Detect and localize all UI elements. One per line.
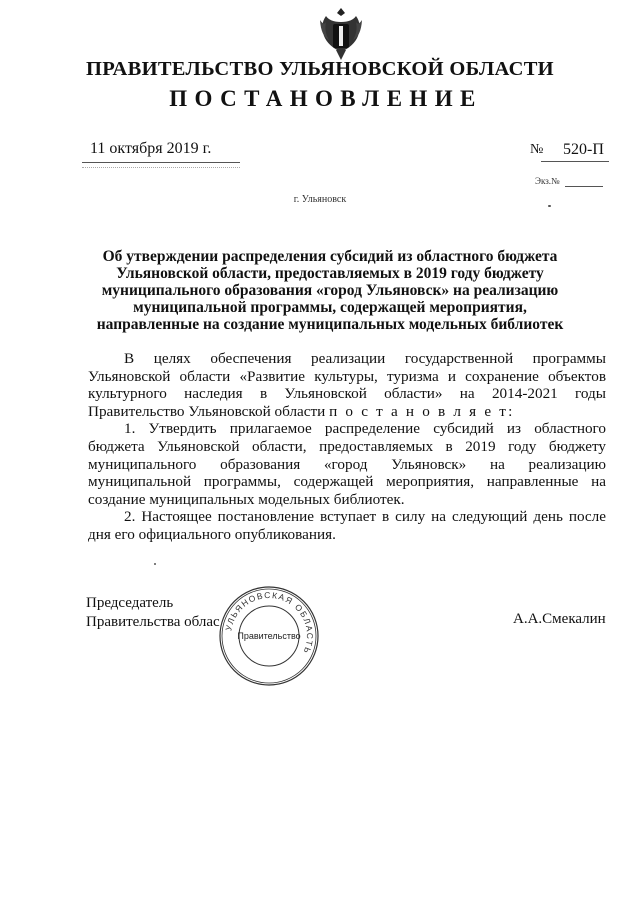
paragraph-item-1: 1. Утвердить прилагаемое распределение субсидий из областного бюджета Ульяновской области, предоставляемых в 2019 году бюджету муниципального образования «город Ульяновск» на реализацию муниципальной программы, содержащей мероприятия, направленные на создание муниципальных модельных библиотек. [88,420,606,508]
preamble-text: В целях обеспечения реализации государственной программы Ульяновской области «Развитие культуры, туризма и сохранение объектов культурного наследия в Ульяновской области» на 2014-2021 годы Правительство Ульяновской области [88,350,606,420]
official-stamp [218,585,320,687]
signatory-position [86,594,220,632]
signatory-name: А.А.Смекалин [513,611,606,627]
copy-number-underline [565,186,603,187]
coat-of-arms-icon [318,6,364,64]
resolution-keyword: п о с т а н о в л я е т: [329,402,515,420]
paragraph-item-2: 2. Настоящее постановление вступает в силу на следующий день после дня его официального опубликования. [88,508,606,543]
city: г. Ульяновск [293,194,347,205]
document-body [88,350,606,544]
copy-number-label: Экз.№ [535,176,560,186]
document-type: ПОСТАНОВЛЕНИЕ [169,86,483,111]
number-underline [541,161,609,162]
stamp-center-text: Правительство [237,631,301,641]
date-underline-dotted [82,167,240,168]
stamp-ring-text: УЛЬЯНОВСКАЯ ОБЛАСТЬ [223,589,316,656]
position-line-1: Председатель [86,595,174,611]
number-label: № [530,142,544,157]
document-title: Об утверждении распределения субсидий из областного бюджета Ульяновской области, предоставляемых в 2019 году бюджету муниципального образования «город Ульяновск» на реализацию муниципальной программы, содержащей мероприятия, направленные на создание муниципальных модельных библиотек [96,248,564,333]
document-date: 11 октября 2019 г. [90,140,212,157]
paragraph-preamble [88,350,606,420]
scan-speck [154,563,156,565]
scan-speck [548,205,551,207]
position-line-2: Правительства облас [86,614,220,630]
document-number: 520-П [563,141,604,158]
government-name: ПРАВИТЕЛЬСТВО УЛЬЯНОВСКОЙ ОБЛАСТИ [86,58,554,80]
date-underline [82,162,240,163]
